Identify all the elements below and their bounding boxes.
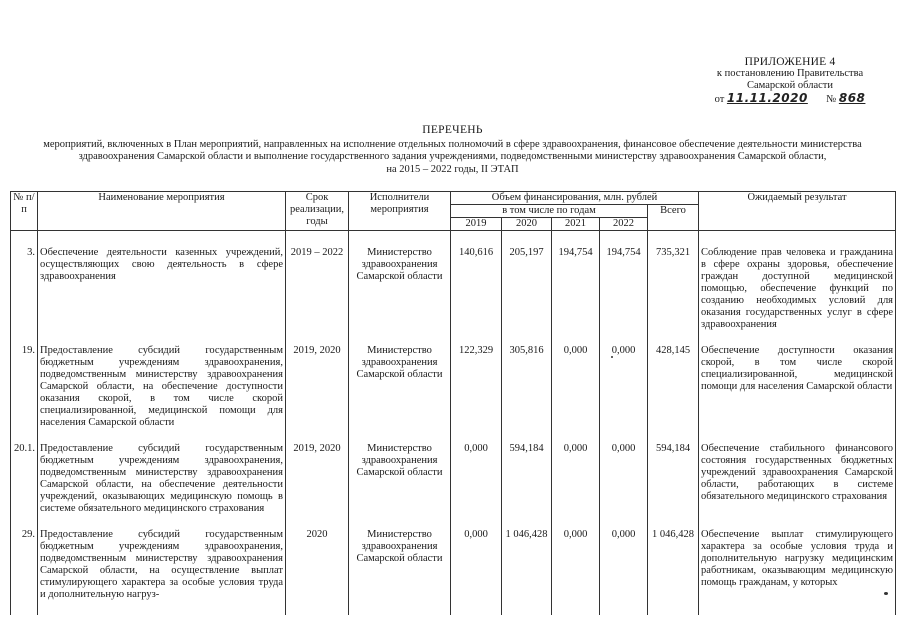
- row-value-2019: 140,616: [451, 247, 502, 345]
- header-year-2021: 2021: [552, 218, 600, 231]
- from-label: от: [714, 94, 725, 105]
- row-result: Обеспечение стабильного финансового состояния государственных бюджетных учреждений здравоохранения Самарской области, работающих в системе обязательного медицинского страхования: [699, 443, 896, 529]
- row-value-2022: 0,000: [600, 529, 648, 615]
- row-value-2021: 0,000: [552, 443, 600, 529]
- header-term: Срок реализации, годы: [286, 192, 349, 231]
- row-executor: Министерство здравоохранения Самарской области: [349, 443, 451, 529]
- row-name: Предоставление субсидий государственным бюджетным учреждениям здравоохранения, подведомственным министерству здравоохранения Самарской области, на обеспечение доступности оказания скорой, в том числе скорой специализированной, медицинской помощи для населения Самарской области: [38, 345, 286, 443]
- row-value-2022: 0,000: [600, 345, 648, 443]
- appendix-title: ПРИЛОЖЕНИЕ 4: [744, 56, 836, 68]
- header-num: № п/п: [11, 192, 38, 231]
- row-value-2021: 194,754: [552, 247, 600, 345]
- row-term: 2019, 2020: [286, 345, 349, 443]
- header-total: Всего: [648, 205, 699, 231]
- header-result: Ожидаемый результат: [699, 192, 896, 231]
- header-name: Наименование мероприятия: [38, 192, 286, 231]
- handwritten-date: 11.11.2020: [726, 91, 808, 105]
- row-result: Соблюдение прав человека и гражданина в сфере охраны здоровья, обеспечение граждан доступной медицинской помощью, обеспечение функций по созданию необходимых условий для оказания государственных услуг в сфере здравоохранения: [699, 247, 896, 345]
- row-total: 735,321: [648, 247, 699, 345]
- number-label: №: [826, 94, 837, 105]
- scan-speck: [884, 592, 888, 595]
- header-year-2019: 2019: [451, 218, 502, 231]
- table-row: [11, 345, 896, 443]
- row-total: 1 046,428: [648, 529, 699, 615]
- row-num: 20.1.: [11, 443, 38, 529]
- row-num: 19.: [11, 345, 38, 443]
- table-row: [11, 529, 896, 615]
- row-term: 2020: [286, 529, 349, 615]
- document-heading: [10, 124, 895, 176]
- header-year-2020: 2020: [502, 218, 552, 231]
- header-executors: Исполнители мероприятия: [349, 192, 451, 231]
- row-total: 594,184: [648, 443, 699, 529]
- row-value-2021: 0,000: [552, 529, 600, 615]
- row-name: Предоставление субсидий государственным бюджетным учреждениям здравоохранения, подведомственным министерству здравоохранения Самарской области, на осуществление выплат стимулирующего характера за особые условия труда и дополнительную нагруз-: [38, 529, 286, 615]
- row-executor: Министерство здравоохранения Самарской области: [349, 247, 451, 345]
- heading-line-3: на 2015 – 2022 годы, II ЭТАП: [386, 163, 519, 175]
- header-year-2022: 2022: [600, 218, 648, 231]
- row-value-2019: 122,329: [451, 345, 502, 443]
- heading-line-2: здравоохранения Самарской области и выполнение государственного задания учреждениями, подведомственными министерству здравоохранения Самарской области,: [78, 151, 827, 162]
- row-value-2022: 194,754: [600, 247, 648, 345]
- row-value-2020: 594,184: [502, 443, 552, 529]
- row-value-2020: 1 046,428: [502, 529, 552, 615]
- row-total: 428,145: [648, 345, 699, 443]
- appendix-line-2: Самарской области: [747, 80, 833, 91]
- row-num: 3.: [11, 247, 38, 345]
- row-num: 29.: [11, 529, 38, 615]
- appendix-signature-line: [690, 92, 890, 106]
- row-result: Обеспечение выплат стимулирующего характера за особые условия труда и дополнительную нагрузку медицинским работникам, оказывающим медицинскую помощь гражданам, у которых: [699, 529, 896, 615]
- row-result: Обеспечение доступности оказания скорой, в том числе скорой специализированной, медицинской помощи для населения Самарской области: [699, 345, 896, 443]
- header-financing: Объем финансирования, млн. рублей: [451, 192, 699, 205]
- row-value-2019: 0,000: [451, 443, 502, 529]
- row-name: Обеспечение деятельности казенных учреждений, осуществляющих свою деятельность в сфере здравоохранения: [38, 247, 286, 345]
- row-value-2019: 0,000: [451, 529, 502, 615]
- measures-table: [10, 191, 896, 615]
- table-row: [11, 247, 896, 345]
- row-value-2022: 0,000: [600, 443, 648, 529]
- row-executor: Министерство здравоохранения Самарской области: [349, 345, 451, 443]
- scan-speck: [611, 356, 613, 358]
- handwritten-number: 868: [838, 91, 866, 105]
- list-title: ПЕРЕЧЕНЬ: [422, 124, 483, 136]
- row-term: 2019 – 2022: [286, 247, 349, 345]
- row-term: 2019, 2020: [286, 443, 349, 529]
- table-row: [11, 443, 896, 529]
- header-by-years: в том числе по годам: [451, 205, 648, 218]
- heading-line-1: мероприятий, включенных в План мероприятий, направленных на исполнение отдельных полномочий в сфере здравоохранения, финансовое обеспечение деятельности министерства: [43, 138, 862, 150]
- appendix-block: [690, 56, 890, 106]
- row-executor: Министерство здравоохранения Самарской области: [349, 529, 451, 615]
- row-name: Предоставление субсидий государственным бюджетным учреждениям здравоохранения, подведомственным министерству здравоохранения Самарской области, на обеспечение деятельности учреждений, оказывающих медицинскую помощь в системе обязательного медицинского страхования: [38, 443, 286, 529]
- row-value-2020: 205,197: [502, 247, 552, 345]
- row-value-2020: 305,816: [502, 345, 552, 443]
- appendix-line-1: к постановлению Правительства: [716, 68, 864, 79]
- row-value-2021: 0,000: [552, 345, 600, 443]
